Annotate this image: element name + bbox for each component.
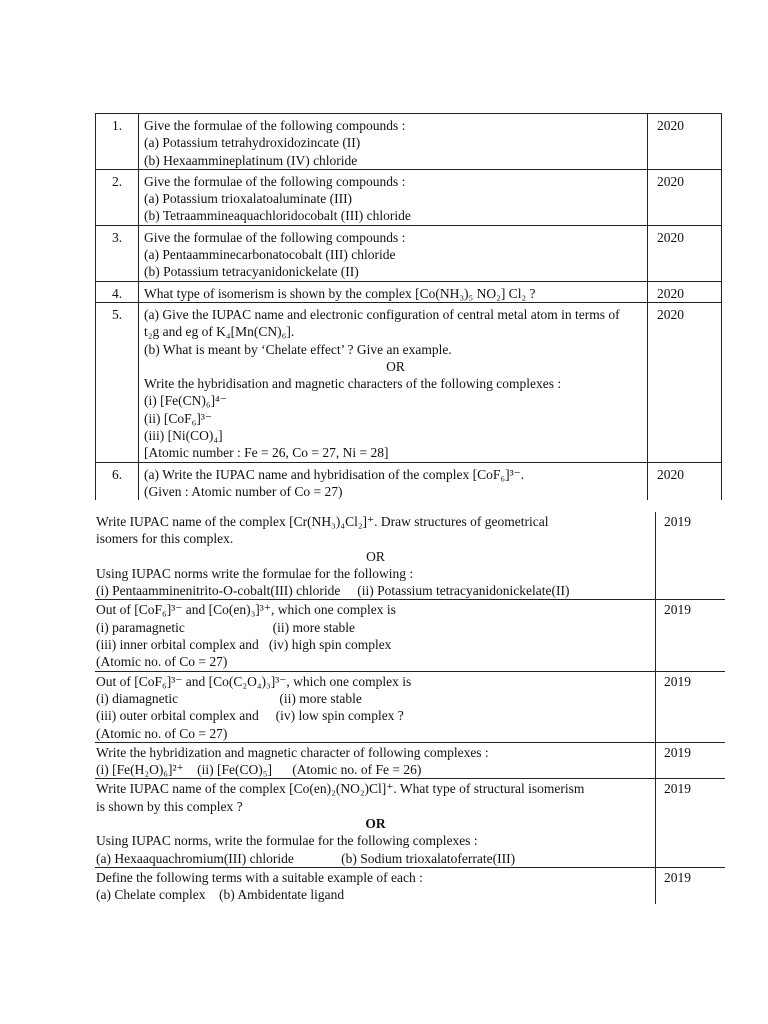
question-line: (Atomic no. of Co = 27): [96, 654, 228, 670]
question-line: Write the hybridization and magnetic character of following complexes :: [96, 744, 489, 760]
question-text: [138, 463, 647, 501]
question-line: Write IUPAC name of the complex [Co(en)₂(NO₂)Cl]⁺. What type of structural isomerism: [96, 781, 585, 797]
question-year: 2020: [647, 463, 722, 501]
question-line: Write IUPAC name of the complex [Cr(NH₃)₄Cl₂]⁺. Draw structures of geometrical: [96, 514, 549, 529]
question-text: [95, 868, 655, 904]
question-text: [95, 779, 655, 866]
questions-table-2019: [95, 512, 691, 904]
question-line: is shown by this complex ?: [96, 798, 243, 814]
question-line: (i) Pentaamminenitrito-O-cobalt(III) chloride (ii) Potassium tetracyanidonickelate(II): [96, 583, 570, 599]
question-line: (a) Chelate complex (b) Ambidentate ligand: [96, 887, 345, 903]
question-line: (a) Hexaaquachromium(III) chloride (b) Sodium trioxalatoferrate(III): [96, 850, 516, 866]
question-number: 3.: [95, 226, 138, 281]
question-text: [95, 743, 655, 779]
question-year: 2019: [655, 743, 725, 779]
question-year: 2019: [655, 512, 725, 599]
question-line: (i) [Fe(CN)₆]⁴⁻: [144, 393, 227, 409]
question-year: 2019: [655, 600, 725, 670]
question-line: (a) Potassium trioxalatoaluminate (III): [144, 191, 353, 207]
question-line: Define the following terms with a suitable example of each :: [96, 869, 423, 885]
question-line: (a) Potassium tetrahydroxidozincate (II): [144, 135, 361, 151]
question-line: Give the formulae of the following compounds :: [144, 118, 406, 133]
question-line: OR: [365, 816, 386, 832]
question-text: [138, 114, 647, 169]
question-line: (Given : Atomic number of Co = 27): [144, 483, 343, 499]
question-text: [138, 226, 647, 281]
question-line: (b) What is meant by ‘Chelate effect’ ? Give an example.: [144, 341, 452, 357]
question-number: 5.: [95, 303, 138, 462]
questions-table-2020: [95, 113, 722, 500]
question-year: 2020: [647, 282, 722, 302]
question-text: [95, 600, 655, 670]
table-row: [95, 742, 691, 779]
question-line: (a) Give the IUPAC name and electronic configuration of central metal atom in terms of: [144, 306, 620, 322]
question-year: 2019: [655, 672, 725, 742]
question-year: 2019: [655, 868, 725, 904]
question-line: (b) Tetraammineaquachloridocobalt (III) chloride: [144, 208, 411, 224]
question-year: 2020: [647, 114, 722, 169]
question-text: [138, 170, 647, 225]
question-line: (i) paramagnetic (ii) more stable: [96, 619, 356, 635]
question-line: [Atomic number : Fe = 26, Co = 27, Ni = 28]: [144, 445, 389, 461]
question-text: [138, 303, 647, 462]
table-row: [95, 867, 691, 904]
question-number: 1.: [95, 114, 138, 169]
question-line: Using IUPAC norms write the formulae for the following :: [96, 565, 414, 581]
question-line: (i) diamagnetic (ii) more stable: [96, 690, 362, 706]
question-line: (a) Write the IUPAC name and hybridisation of the complex [CoF₆]³⁻.: [144, 466, 525, 482]
table-row: [95, 671, 691, 742]
question-number: 4.: [95, 282, 138, 302]
question-line: (iii) inner orbital complex and (iv) high spin complex: [96, 637, 392, 653]
question-line: (i) [Fe(H₂O)₆]²⁺ (ii) [Fe(CO)₅] (Atomic no. of Fe = 26): [96, 762, 422, 778]
question-text: [95, 512, 655, 599]
table-row: [95, 170, 722, 226]
table-row: [95, 778, 691, 866]
table-row: [95, 463, 722, 501]
question-line: OR: [386, 358, 405, 374]
table-row: [95, 512, 691, 599]
question-number: 2.: [95, 170, 138, 225]
question-number: 6.: [95, 463, 138, 501]
table-row: [95, 282, 722, 303]
question-line: (Atomic no. of Co = 27): [96, 725, 228, 741]
question-line: (a) Pentaamminecarbonatocobalt (III) chloride: [144, 247, 396, 263]
question-line: Out of [CoF₆]³⁻ and [Co(en)₃]³⁺, which one complex is: [96, 602, 396, 618]
question-line: Give the formulae of the following compounds :: [144, 173, 406, 189]
table-row: [95, 226, 722, 282]
question-line: Using IUPAC norms, write the formulae for the following complexes :: [96, 833, 478, 849]
question-line: (b) Hexaammineplatinum (IV) chloride: [144, 152, 358, 168]
table-row: [95, 114, 722, 170]
question-line: What type of isomerism is shown by the complex [Co(NH₃)₅ NO₂] Cl₂ ?: [144, 285, 536, 301]
question-line: Give the formulae of the following compounds :: [144, 229, 406, 245]
question-line: isomers for this complex.: [96, 531, 234, 547]
table-row: [95, 599, 691, 670]
table-row: [95, 303, 722, 463]
question-year: 2020: [647, 303, 722, 462]
question-line: Out of [CoF₆]³⁻ and [Co(C₂O₄)₃]³⁻, which one complex is: [96, 673, 412, 689]
question-line: (iii) [Ni(CO)₄]: [144, 428, 223, 444]
question-line: Write the hybridisation and magnetic characters of the following complexes :: [144, 376, 562, 392]
question-year: 2019: [655, 779, 725, 866]
question-text: [95, 672, 655, 742]
question-year: 2020: [647, 170, 722, 225]
question-line: t₂g and eg of K₄[Mn(CN)₆].: [144, 324, 295, 340]
question-text: [138, 282, 647, 302]
question-line: OR: [366, 548, 385, 564]
question-line: (ii) [CoF₆]³⁻: [144, 410, 213, 426]
question-line: (b) Potassium tetracyanidonickelate (II): [144, 264, 359, 280]
question-line: (iii) outer orbital complex and (iv) low spin complex ?: [96, 708, 404, 724]
question-year: 2020: [647, 226, 722, 281]
